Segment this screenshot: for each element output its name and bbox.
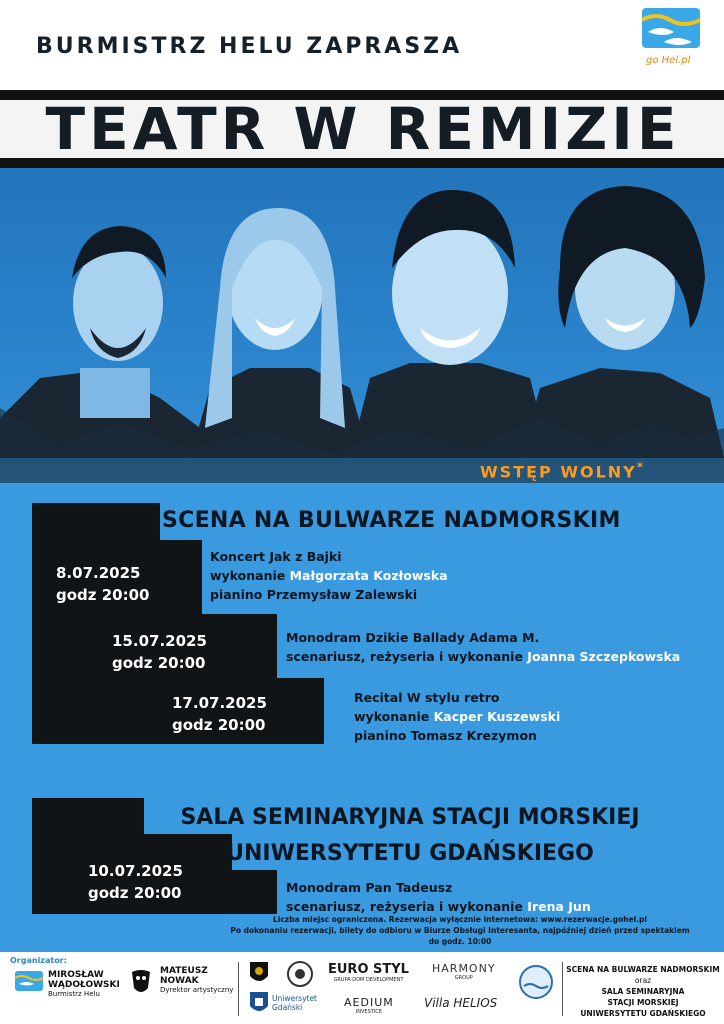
event2-time: godz 20:00 bbox=[112, 654, 206, 672]
event1-datetime bbox=[56, 562, 149, 606]
event4-description bbox=[286, 878, 591, 916]
event1-line1: Koncert Jak z Bajki bbox=[210, 549, 342, 564]
round-seal-icon bbox=[286, 960, 314, 988]
event4-time: godz 20:00 bbox=[88, 884, 182, 902]
eurostyl-text: EURO STYL bbox=[328, 962, 409, 977]
organizer-2-name2: NOWAK bbox=[160, 976, 199, 986]
event3-datetime bbox=[172, 692, 267, 736]
event2-description bbox=[286, 628, 680, 666]
organizer-1-name1: MIROSŁAW bbox=[48, 970, 104, 980]
organizer-2 bbox=[160, 966, 233, 994]
harmony-text: HARMONY bbox=[432, 962, 496, 975]
free-entry-asterisk: * bbox=[636, 460, 646, 474]
footer-venue-2b: STACJI MORSKIEJ bbox=[607, 998, 679, 1007]
footer-venues bbox=[566, 964, 720, 1019]
event4-date: 10.07.2025 bbox=[88, 862, 183, 880]
harmony-sub: GROUP bbox=[454, 975, 473, 981]
footer-divider-1 bbox=[238, 962, 239, 1016]
event1-description bbox=[210, 547, 448, 604]
free-entry-text: WSTĘP WOLNY bbox=[480, 462, 637, 482]
event4-performer: Irena Jun bbox=[527, 899, 591, 914]
organizer-label: Organizator: bbox=[10, 956, 67, 965]
organizer-2-role: Dyrektor artystyczny bbox=[160, 986, 234, 994]
venue2-title-line1: SALA SEMINARYJNA STACJI MORSKIEJ bbox=[180, 805, 640, 830]
ug-text-line1: Uniwersytet bbox=[272, 994, 317, 1003]
reservation-note-line1: Liczba miejsc ograniczona. Rezerwacja wyłącznie internetowa: www.rezerwacje.gohel.pl bbox=[273, 915, 647, 924]
villa-helios-logo: Villa HELIOS bbox=[424, 996, 498, 1010]
university-crest-icon bbox=[248, 990, 270, 1016]
event3-line1: Recital W stylu retro bbox=[354, 690, 500, 705]
actors-photo bbox=[0, 168, 724, 483]
gohel-small-logo bbox=[14, 970, 44, 1000]
reservation-note-line2: Po dokonaniu rezerwacji, bilety do odbioru w Biurze Obsługi Interesanta, najpóźniej dzień przed spektaklem do godz. 10:00 bbox=[230, 926, 690, 946]
logo-text: go Hel.pl bbox=[646, 55, 691, 66]
event4-datetime bbox=[88, 860, 183, 904]
ug-text bbox=[272, 994, 317, 1012]
venue2-title-line2: UNIWERSYTETU GDAŃSKIEGO bbox=[226, 841, 594, 866]
actors-illustration bbox=[0, 168, 724, 483]
ug-text-line2: Gdański bbox=[272, 1003, 303, 1012]
event4-line1: Monodram Pan Tadeusz bbox=[286, 880, 453, 895]
event2-datetime bbox=[112, 630, 207, 674]
event4-line2: scenariusz, reżyseria i wykonanie Irena Jun bbox=[286, 899, 591, 914]
aedium-logo bbox=[344, 996, 394, 1015]
marine-station-badge-icon bbox=[518, 962, 554, 1002]
footer-divider-2 bbox=[562, 962, 563, 1016]
event3-date: 17.07.2025 bbox=[172, 694, 267, 712]
footer-venue-2c: UNIWERSYTETU GDAŃSKIEGO bbox=[580, 1009, 706, 1018]
organizer-1 bbox=[48, 970, 120, 998]
event2-line1: Monodram Dzikie Ballady Adama M. bbox=[286, 630, 540, 645]
event3-line3: pianino Tomasz Krezymon bbox=[354, 728, 537, 743]
fire-brigade-badge-icon bbox=[248, 960, 270, 986]
event3-performer: Kacper Kuszewski bbox=[433, 709, 561, 724]
theatre-masks-icon bbox=[128, 966, 154, 1000]
page-title: TEATR W REMIZIE bbox=[45, 95, 681, 163]
footer-venue-1: SCENA NA BULWARZE NADMORSKIM bbox=[566, 965, 720, 974]
event1-line3: pianino Przemysław Zalewski bbox=[210, 587, 418, 602]
event1-performer: Małgorzata Kozłowska bbox=[289, 568, 448, 583]
aedium-sub: INVESTICE bbox=[355, 1009, 382, 1015]
event2-performer: Joanna Szczepkowska bbox=[527, 649, 681, 664]
organizer-2-name1: MATEUSZ bbox=[160, 966, 208, 976]
reservation-note bbox=[230, 914, 690, 947]
event2-date: 15.07.2025 bbox=[112, 632, 207, 650]
venue1-title: SCENA NA BULWARZE NADMORSKIM bbox=[162, 508, 621, 533]
gohel-logo bbox=[640, 6, 702, 68]
event3-description bbox=[354, 688, 560, 745]
event2-line2: scenariusz, reżyseria i wykonanie Joanna Szczepkowska bbox=[286, 649, 681, 664]
host-text: BURMISTRZ HELU ZAPRASZA bbox=[36, 34, 463, 59]
event1-date: 8.07.2025 bbox=[56, 564, 141, 582]
eurostyl-sub: GRUPA DOM DEVELOPMENT bbox=[333, 977, 404, 983]
venue2-title bbox=[100, 800, 720, 872]
aedium-text: AEDIUM bbox=[344, 996, 394, 1009]
event1-time: godz 20:00 bbox=[56, 586, 150, 604]
event3-time: godz 20:00 bbox=[172, 716, 266, 734]
venue1-bg-block-1 bbox=[32, 503, 160, 543]
event3-line2: wykonanie Kacper Kuszewski bbox=[354, 709, 561, 724]
organizer-1-role: Burmistrz Helu bbox=[48, 990, 100, 998]
event1-line2: wykonanie Małgorzata Kozłowska bbox=[210, 568, 448, 583]
eurostyl-logo bbox=[328, 962, 409, 983]
footer-venue-2a: SALA SEMINARYJNA bbox=[601, 987, 685, 996]
footer-venue-and: oraz bbox=[634, 976, 652, 985]
harmony-logo bbox=[432, 962, 496, 981]
free-entry-label bbox=[480, 460, 645, 481]
organizer-1-name2: WĄDOŁOWSKI bbox=[48, 980, 120, 990]
